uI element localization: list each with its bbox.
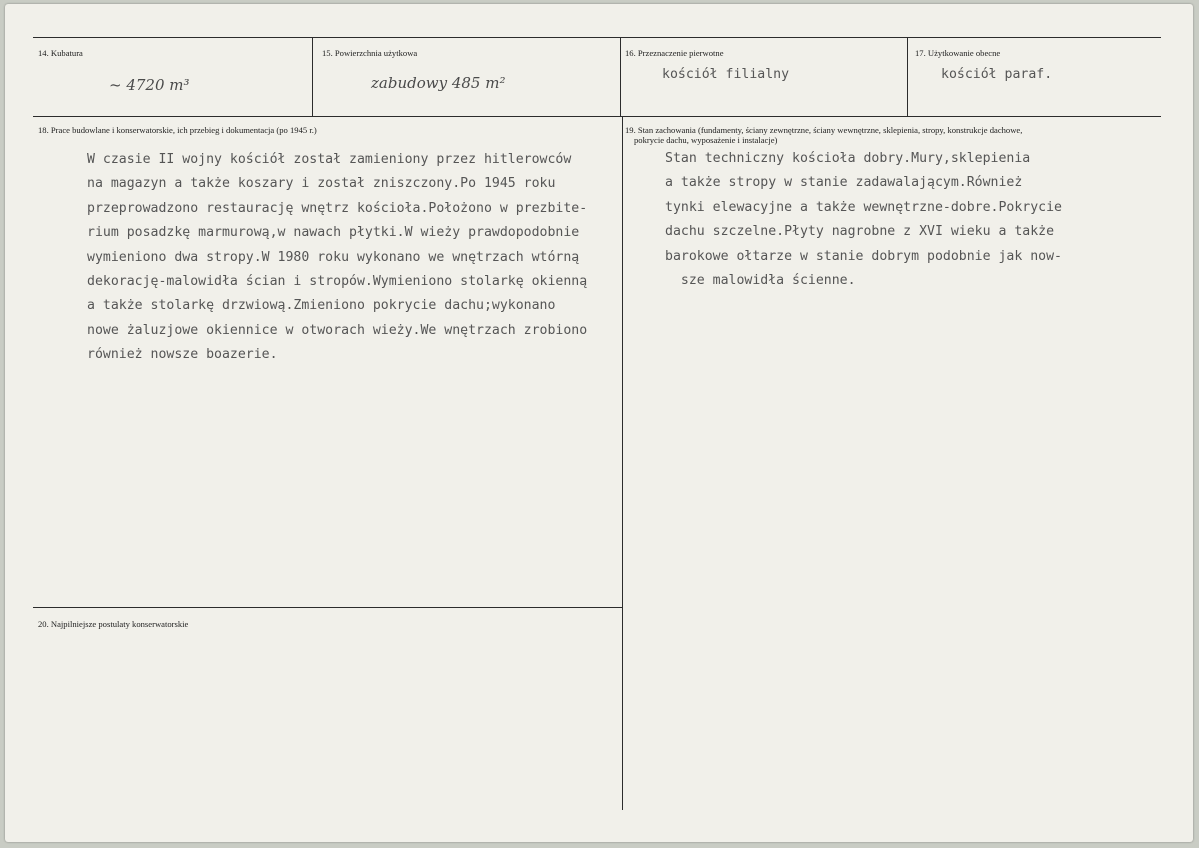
field-18-label: 18. Prace budowlane i konserwatorskie, ich przebieg i dokumentacja (po 1945 r.) [38,125,317,135]
record-card [5,4,1193,842]
divider-16-17 [907,37,908,117]
field-19-text [665,147,1062,293]
field-19-line: sze malowidła ścienne. [665,272,856,288]
field-18-line: wymieniono dwa stropy.W 1980 roku wykonano we wnętrzach wtórną [87,249,580,265]
field-19-line: Stan techniczny kościoła dobry.Mury,sklepienia [665,151,1031,166]
field-17-label: 17. Użytkowanie obecne [915,48,1001,58]
field-18-text [87,148,587,368]
field-18-line: nowe żaluzjowe okiennice w otworach wieży.We wnętrzach zrobiono [87,322,588,338]
top-row-bottom-line [33,116,1161,117]
field-18-line: na magazyn a także koszary i został zniszczony.Po 1945 roku [87,176,556,192]
field-16-label: 16. Przeznaczenie pierwotne [625,48,724,58]
field-19-line: dachu szczelne.Płyty nagrobne z XVI wieku a także [665,224,1055,240]
field-19-label: 19. Stan zachowania (fundamenty, ściany zewnętrzne, ściany wewnętrzne, sklepienia, stropy, konstrukcje dachowe, [625,125,1023,135]
field-20-label: 20. Najpilniejsze postulaty konserwatorskie [38,619,189,629]
field-18-line: W czasie II wojny kościół został zamieniony przez hitlerowców [87,152,572,167]
field-16-value: kościół filialny [662,67,790,82]
field-19-line: a także stropy w stanie zadawalającym.Również [665,175,1023,191]
divider-18-19 [622,117,623,810]
field-18-line: przeprowadzono restaurację wnętrz kościoła.Położono w prezbite- [87,200,588,216]
field-18-line: dekorację-malowidła ścian i stropów.Wymieniono stolarkę okienną [87,273,588,289]
field-15-label: 15. Powierzchnia użytkowa [322,48,418,58]
field-18-line: rium posadzkę marmurową,w nawach płytki.W wieży prawdopodobnie [87,225,580,241]
divider-18-20 [33,607,623,608]
field-17-value: kościół paraf. [941,67,1053,82]
field-18-line: a także stolarkę drzwiową.Zmieniono pokrycie dachu;wykonano [87,298,556,314]
field-19-label-cont: pokrycie dachu, wyposażenie i instalacje) [634,135,778,145]
top-row-top-line [33,37,1161,38]
field-15-value: zabudowy 485 m² [371,74,506,92]
field-19-line: barokowe ołtarze w stanie dobrym podobnie jak now- [665,248,1062,264]
field-18-line: również nowsze boazerie. [87,347,278,363]
divider-15-16 [620,37,621,117]
field-14-label: 14. Kubatura [38,48,83,58]
field-19-line: tynki elewacyjne a także wewnętrzne-dobre.Pokrycie [665,199,1062,215]
divider-14-15 [312,37,313,117]
field-14-value: ~ 4720 m³ [109,76,190,94]
